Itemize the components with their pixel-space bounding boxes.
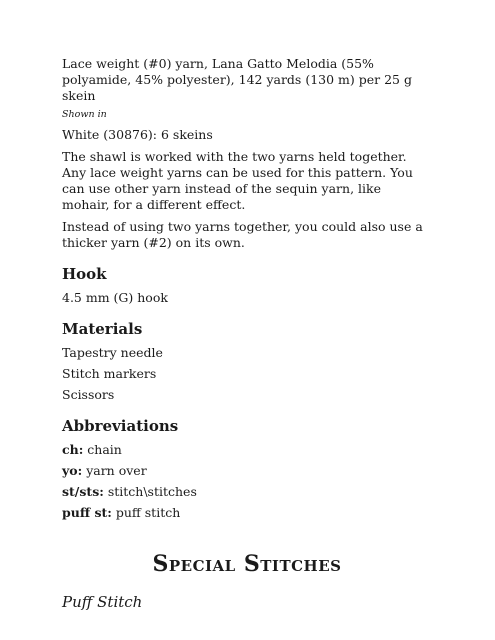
materials-heading: Materials — [62, 320, 143, 338]
materials-item: Stitch markers — [62, 366, 157, 381]
abbreviation-term: yo: — [62, 463, 83, 478]
abbreviation-item — [62, 484, 432, 500]
abbreviation-item — [62, 463, 432, 479]
abbreviation-item — [62, 505, 432, 521]
abbreviation-meaning: yarn over — [82, 463, 147, 478]
materials-item: Scissors — [62, 387, 115, 402]
abbreviation-meaning: chain — [83, 442, 122, 457]
abbreviations-heading: Abbreviations — [62, 417, 179, 435]
hook-value: 4.5 mm (G) hook — [62, 290, 168, 305]
abbreviation-term: st/sts: — [62, 484, 104, 499]
puff-stitch-heading: Puff Stitch — [62, 593, 143, 611]
abbreviations-list — [62, 442, 432, 521]
hook-heading: Hook — [62, 265, 107, 283]
special-stitches-heading: Special Stitches — [152, 551, 342, 577]
yarn-note-1: The shawl is worked with the two yarns held together. Any lace weight yarns can be used for this pattern. You can use other yarn instead of the sequin yarn, like mohair, for a different effect. — [62, 149, 413, 212]
abbreviation-meaning: stitch\stitches — [103, 484, 197, 499]
abbreviation-item — [62, 442, 432, 458]
abbreviation-term: ch: — [62, 442, 84, 457]
shown-in-label: Shown in — [62, 109, 107, 120]
abbreviation-term: puff st: — [62, 505, 112, 520]
materials-item: Tapestry needle — [62, 345, 163, 360]
yarn-note-2: Instead of using two yarns together, you could also use a thicker yarn (#2) on its own. — [62, 219, 423, 250]
abbreviation-meaning: puff stitch — [111, 505, 181, 520]
yarn-description: Lace weight (#0) yarn, Lana Gatto Melodia (55% polyamide, 45% polyester), 142 yards (130 m) per 25 g skein — [62, 56, 412, 103]
materials-list — [62, 345, 432, 403]
yarn-color: White (30876): 6 skeins — [62, 127, 213, 142]
page-content — [62, 56, 432, 611]
